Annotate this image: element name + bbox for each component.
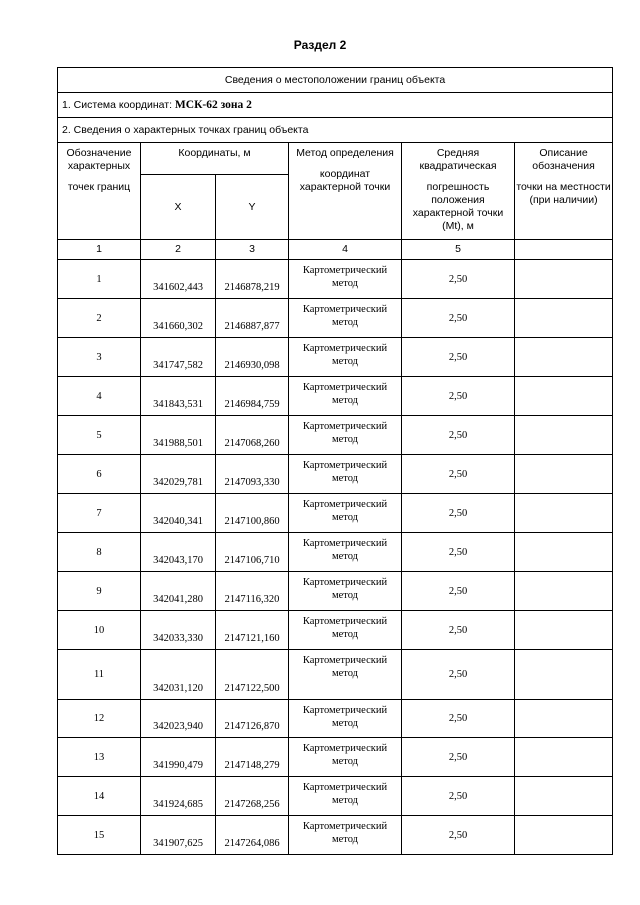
error-value: 2,50 xyxy=(402,260,515,299)
y-coordinate: 2147122,500 xyxy=(216,650,289,700)
header-y: Y xyxy=(216,175,289,240)
error-value: 2,50 xyxy=(402,416,515,455)
description-value xyxy=(515,338,613,377)
point-number: 10 xyxy=(58,611,141,650)
y-coordinate: 2147268,256 xyxy=(216,777,289,816)
method-value: Картометрический метод xyxy=(289,611,402,650)
description-value xyxy=(515,700,613,738)
table-row xyxy=(58,611,613,650)
column-number-4: 4 xyxy=(289,240,402,260)
x-coordinate: 341924,685 xyxy=(141,777,216,816)
points-section-label: 2. Сведения о характерных точках границ объекта xyxy=(58,118,613,143)
error-value: 2,50 xyxy=(402,700,515,738)
table-row xyxy=(58,738,613,777)
x-coordinate: 341907,625 xyxy=(141,816,216,855)
description-value xyxy=(515,650,613,700)
method-value: Картометрический метод xyxy=(289,533,402,572)
column-number-1: 1 xyxy=(58,240,141,260)
description-value xyxy=(515,777,613,816)
point-number: 2 xyxy=(58,299,141,338)
point-number: 15 xyxy=(58,816,141,855)
method-value: Картометрический метод xyxy=(289,377,402,416)
y-coordinate: 2146984,759 xyxy=(216,377,289,416)
table-row xyxy=(58,260,613,299)
x-coordinate: 341660,302 xyxy=(141,299,216,338)
method-value: Картометрический метод xyxy=(289,338,402,377)
error-value: 2,50 xyxy=(402,377,515,416)
y-coordinate: 2147116,320 xyxy=(216,572,289,611)
description-value xyxy=(515,299,613,338)
method-value: Картометрический метод xyxy=(289,777,402,816)
description-value xyxy=(515,260,613,299)
coordinate-system-row xyxy=(58,93,613,118)
method-value: Картометрический метод xyxy=(289,455,402,494)
point-number: 7 xyxy=(58,494,141,533)
x-coordinate: 341602,443 xyxy=(141,260,216,299)
header-error xyxy=(402,143,515,240)
point-number: 13 xyxy=(58,738,141,777)
method-value: Картометрический метод xyxy=(289,260,402,299)
y-coordinate: 2146930,098 xyxy=(216,338,289,377)
error-value: 2,50 xyxy=(402,777,515,816)
header-coordinates: Координаты, м xyxy=(141,143,289,175)
header-point-designation xyxy=(58,143,141,240)
error-value: 2,50 xyxy=(402,738,515,777)
x-coordinate: 341843,531 xyxy=(141,377,216,416)
error-value: 2,50 xyxy=(402,455,515,494)
point-number: 4 xyxy=(58,377,141,416)
x-coordinate: 342031,120 xyxy=(141,650,216,700)
table-row xyxy=(58,533,613,572)
header-description-top: Описание обозначения xyxy=(532,147,595,172)
table-row xyxy=(58,377,613,416)
method-value: Картометрический метод xyxy=(289,738,402,777)
x-coordinate: 341988,501 xyxy=(141,416,216,455)
y-coordinate: 2147126,870 xyxy=(216,700,289,738)
error-value: 2,50 xyxy=(402,572,515,611)
x-coordinate: 342029,781 xyxy=(141,455,216,494)
y-coordinate: 2146878,219 xyxy=(216,260,289,299)
x-coordinate: 342023,940 xyxy=(141,700,216,738)
error-value: 2,50 xyxy=(402,816,515,855)
x-coordinate: 342033,330 xyxy=(141,611,216,650)
method-value: Картометрический метод xyxy=(289,572,402,611)
column-number-5: 5 xyxy=(402,240,515,260)
header-x: X xyxy=(141,175,216,240)
point-number: 12 xyxy=(58,700,141,738)
header-method-bottom: координат характерной точки xyxy=(299,168,391,193)
y-coordinate: 2147121,160 xyxy=(216,611,289,650)
column-number-2: 2 xyxy=(141,240,216,260)
y-coordinate: 2147100,860 xyxy=(216,494,289,533)
header-point-designation-bottom: точек границ xyxy=(67,181,131,193)
coordinate-system-label: 1. Система координат: xyxy=(62,98,175,111)
point-number: 14 xyxy=(58,777,141,816)
error-value: 2,50 xyxy=(402,299,515,338)
section-title: Раздел 2 xyxy=(293,38,347,52)
table-row xyxy=(58,455,613,494)
description-value xyxy=(515,494,613,533)
x-coordinate: 341747,582 xyxy=(141,338,216,377)
table-row xyxy=(58,816,613,855)
description-value xyxy=(515,816,613,855)
error-value: 2,50 xyxy=(402,533,515,572)
description-value xyxy=(515,533,613,572)
point-number: 1 xyxy=(58,260,141,299)
y-coordinate: 2146887,877 xyxy=(216,299,289,338)
header-description-bottom: точки на местности (при наличии) xyxy=(516,181,611,206)
table-row xyxy=(58,700,613,738)
y-coordinate: 2147093,330 xyxy=(216,455,289,494)
table-row xyxy=(58,416,613,455)
error-value: 2,50 xyxy=(402,338,515,377)
method-value: Картометрический метод xyxy=(289,494,402,533)
boundary-points-table xyxy=(57,67,613,855)
x-coordinate: 341990,479 xyxy=(141,738,216,777)
table-row xyxy=(58,650,613,700)
y-coordinate: 2147148,279 xyxy=(216,738,289,777)
header-description xyxy=(515,143,613,240)
point-number: 8 xyxy=(58,533,141,572)
y-coordinate: 2147264,086 xyxy=(216,816,289,855)
error-value: 2,50 xyxy=(402,650,515,700)
header-error-bottom: погрешность положения характерной точки (Mt), м xyxy=(412,181,504,232)
error-value: 2,50 xyxy=(402,494,515,533)
table-row xyxy=(58,777,613,816)
header-error-top: Средняя квадратическая xyxy=(419,147,497,172)
table-row xyxy=(58,299,613,338)
point-number: 9 xyxy=(58,572,141,611)
column-number-6 xyxy=(515,240,613,260)
error-value: 2,50 xyxy=(402,611,515,650)
description-value xyxy=(515,611,613,650)
column-number-3: 3 xyxy=(216,240,289,260)
header-point-designation-top: Обозначение характерных xyxy=(66,147,132,172)
method-value: Картометрический метод xyxy=(289,816,402,855)
coordinate-system-value: МСК-62 зона 2 xyxy=(174,98,252,111)
header-method xyxy=(289,143,402,240)
x-coordinate: 342041,280 xyxy=(141,572,216,611)
method-value: Картометрический метод xyxy=(289,700,402,738)
x-coordinate: 342040,341 xyxy=(141,494,216,533)
header-method-top: Метод определения xyxy=(296,147,394,159)
description-value xyxy=(515,377,613,416)
y-coordinate: 2147106,710 xyxy=(216,533,289,572)
method-value: Картометрический метод xyxy=(289,416,402,455)
description-value xyxy=(515,455,613,494)
point-number: 11 xyxy=(58,650,141,700)
description-value xyxy=(515,738,613,777)
table-row xyxy=(58,338,613,377)
y-coordinate: 2147068,260 xyxy=(216,416,289,455)
table-row xyxy=(58,494,613,533)
method-value: Картометрический метод xyxy=(289,650,402,700)
table-row xyxy=(58,572,613,611)
point-number: 3 xyxy=(58,338,141,377)
x-coordinate: 342043,170 xyxy=(141,533,216,572)
point-number: 6 xyxy=(58,455,141,494)
method-value: Картометрический метод xyxy=(289,299,402,338)
description-value xyxy=(515,572,613,611)
table-caption: Сведения о местоположении границ объекта xyxy=(58,68,613,93)
description-value xyxy=(515,416,613,455)
point-number: 5 xyxy=(58,416,141,455)
